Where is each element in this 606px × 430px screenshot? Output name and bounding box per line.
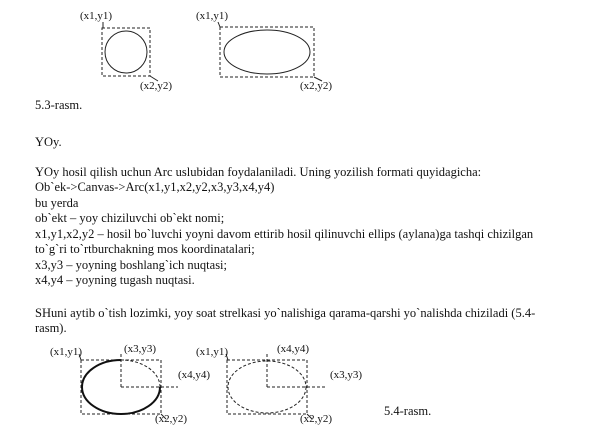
point-label: (x3,y3): [330, 369, 363, 381]
section-heading: YOy.: [35, 135, 62, 149]
arc-remainder: [121, 360, 160, 387]
note-line: SHuni aytib o`tish lozimki, yoy soat strelkasi yo`nalishiga qarama-qarshi yo`nalishda chiziladi (5.4-: [35, 306, 536, 320]
point-label: (x2,y2): [155, 413, 188, 425]
point-label: (x2,y2): [300, 413, 333, 425]
figure-caption: 5.4-rasm.: [384, 404, 432, 418]
text-line: x4,y4 – yoyning tugash nuqtasi.: [35, 273, 195, 287]
ellipse-shape: [224, 30, 310, 74]
note-line: rasm).: [35, 321, 67, 335]
arrow-line: [218, 22, 220, 27]
text-line: x1,y1,x2,y2 – hosil bo`luvchi yoyni davom ettirib hosil qilinuvchi ellips (aylana)ga tashqi chizilgan: [35, 227, 534, 241]
point-label: (x1,y1): [196, 346, 229, 358]
point-label: (x1,y1): [80, 10, 113, 22]
bounding-rect: [220, 27, 314, 77]
point-label: (x1,y1): [196, 10, 229, 22]
point-label: (x2,y2): [300, 80, 333, 92]
text-line: Ob`ek->Canvas->Arc(x1,y1,x2,y2,x3,y3,x4,y4): [35, 180, 275, 194]
text-line: to`g`ri to`rtburchakning mos koordinatalari;: [35, 242, 255, 256]
point-label: (x1,y1): [50, 346, 83, 358]
text-line: bu yerda: [35, 196, 79, 210]
text-line: x3,y3 – yoyning boshlang`ich nuqtasi;: [35, 258, 227, 272]
text-line: ob`ekt – yoy chiziluvchi ob`ekt nomi;: [35, 211, 225, 225]
text-line: YOy hosil qilish uchun Arc uslubidan foydalaniladi. Uning yozilish formati quyidagicha:: [35, 165, 482, 179]
circle-shape: [105, 31, 147, 73]
point-label: (x2,y2): [140, 80, 173, 92]
bounding-rect: [102, 28, 150, 76]
point-label: (x4,y4): [178, 369, 211, 381]
point-label: (x4,y4): [277, 343, 310, 355]
point-label: (x3,y3): [124, 343, 157, 355]
figure-caption: 5.3-rasm.: [35, 98, 83, 112]
